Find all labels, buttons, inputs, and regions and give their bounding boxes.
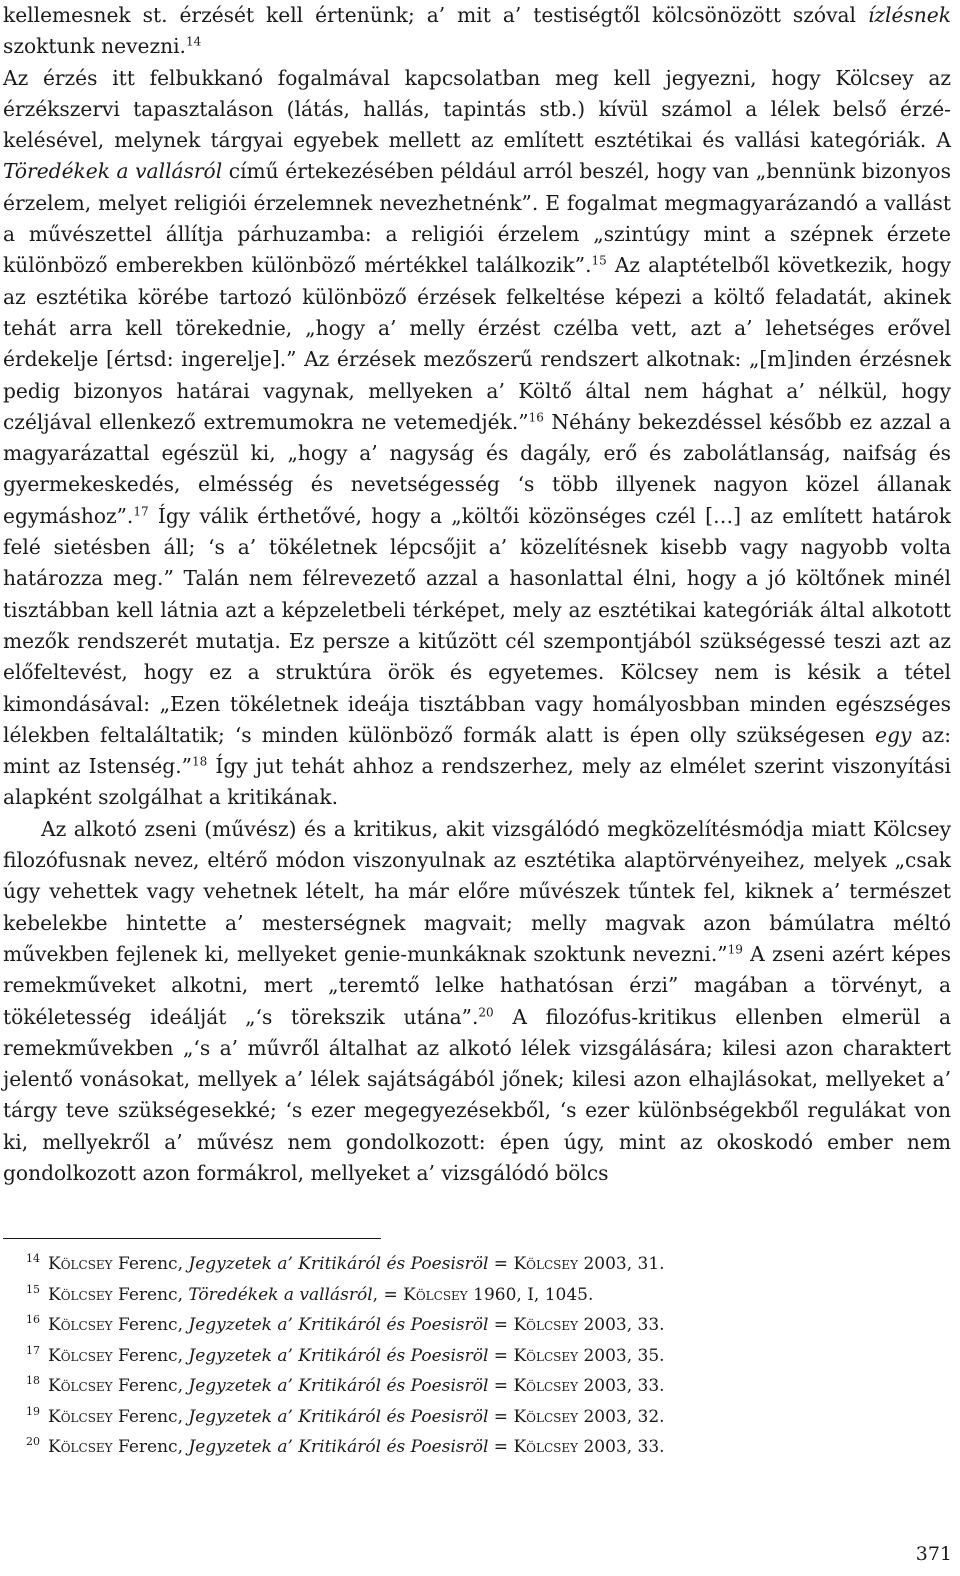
footnote-text: Kölcsey Ferenc, Jegyzetek a’ Kritikáról és Poesisröl = Kölcsey 2003, 31. [48, 1254, 665, 1274]
footnote-18: 18 Kölcsey Ferenc, Jegyzetek a’ Kritikáról és Poesisröl = Kölcsey 2003, 33. [26, 1374, 665, 1396]
body-text [3, 0, 951, 1189]
footnote-16: 16 Kölcsey Ferenc, Jegyzetek a’ Kritikáról és Poesisröl = Kölcsey 2003, 33. [26, 1313, 665, 1335]
paragraph-3: Az alkotó zseni (művész) és a kritikus, akit vizsgálódó megközelítésmódja miatt Kölcsey filozófusnak nevez, eltérő módon viszonyulnak az esztétika alaptörvényeihez, melyek „csak úgy vehettek vagy vehetnek lételt, ha már előre művészek tűntek fel, kiknek a’ természet kebelekbe hintette a’ mesterségnek magvait; melly magvak azon bámúlatra méltó művekben fejlenek ki, mellyeket genie-munkáknak szoktunk nevezni.”$^{19}$ A zseni azért képes remekműveket alkotni, mert „teremtő lelke hathatósan érzi” magában a törvényt, a tökéletesség ideálját „‘s törekszik utána”.$^{20}$ A filozófus-kritikus ellenben elmerül a remekművekben „‘s a’ művről általhat az alkotó lélek vizsgálására; kilesi azon charaktert jelentő vonásokat, mellyek a’ lélek sajátságából jőnek; kilesi azon elhajlásokat, mellyeket a’ tárgy teve szükségesekké; ‘s ezer megegyezésekből, ‘s ezer különbségekből regulákat von ki, mellyekről a’ művész nem gondolkozott: épen úgy, mint az okoskodó ember nem gondolkozott azon formákrol, mellyeket a’ vizsgálódó bölcs [3, 816, 951, 1185]
footnote-15: 15 Kölcsey Ferenc, Töredékek a vallásról, = Kölcsey 1960, I, 1045. [26, 1282, 594, 1305]
footnote-text: Kölcsey Ferenc, Töredékek a vallásról, = Kölcsey 1960, I, 1045. [48, 1284, 594, 1305]
paragraph-2: Az érzés itt felbukkanó fogalmával kapcsolatban meg kell jegyezni, hogy Kölcsey az érzékszervi tapasztaláson (látás, hallás, tapintás stb.) kívül számol a lélek belső érzékelésével, melynek tárgyai egyebek mellett az említett esztétikai és vallási kategóriák. A Töredékek a vallásról című értekezésében például arról beszél, hogy van „bennünk bizonyos érzelem, melyet religiói érzelemnek nevezhetnénk”. E fogalmat megmagyarázandó a vallást a művészettel állítja párhuzamba: a religiói érzelem „szintúgy mint a szépnek érzete különböző emberekben különböző mértékkel találkozik”.$^{15}$ Az alaptételből következik, hogy az esztétika körébe tartozó különböző érzések felkeltése képezi a költő feladatát, akinek tehát arra kell törekednie, „hogy a’ melly érzést czélba vett, azt a’ lehetséges erővel érdekelje [értsd: ingerelje].” Az érzések mezőszerű rendszert alkotnak: „[m]inden érzésnek pedig bizonyos határai vagynak, mellyeken a’ Költő által nem hághat a’ nélkül, hogy czéljával ellenkező extremumokra ne vetemedjék.”$^{16}$ Néhány bekezdéssel később ez azzal a magyarázattal egészül ki, „hogy a’ nagyság és dagály, erő és zabolátlanság, naifság és gyermekeskedés, elmésség és nevetségesség ‘s több illyenek nagyon közel állanak egymáshoz”.$^{17}$ Így válik érthetővé, hogy a „költői közönséges czél […] az említett határok felé sietésben áll; ‘s a’ tökéletnek lépcsőjit a’ közelítésnek kisebb vagy nagyobb volta határozza meg.” Talán nem félrevezető azzal a hasonlattal élni, hogy a jó költőnek minél tisztábban kell látnia azt a képzeletbeli térképet, mely az esztétikai kategóriák által alkotott mezők rendszerét mutatja. Ez persze a kitűzött cél szempontjából szükségessé teszi azt az előfeltevést, hogy ez a struktúra örök és egyetemes. Kölcsey nem is késik a tétel kimondásával: „Ezen tökéletnek ideája tisztábban vagy homályosbban minden egészséges lélekben feltaláltatik; ‘s minden különböző formák alatt is épen olly szükségesen egy az: mint az Istenség.”$^{18}$ Így jut tehát ahhoz a rendszerhez, mely az elmélet szerint viszonyítási alapként szolgálhat a kritikának. [3, 65, 952, 810]
paragraph-1: kellemesnek st. érzését kell értenünk; a’ mit a’ testiségtől kölcsönözött szóval ízlésnek szoktunk nevezni.$^{14}$ [3, 3, 951, 59]
footnote-text: Kölcsey Ferenc, Jegyzetek a’ Kritikáról és Poesisröl = Kölcsey 2003, 32. [48, 1406, 665, 1427]
footnote-14: 14 Kölcsey Ferenc, Jegyzetek a’ Kritikáról és Poesisröl = Kölcsey 2003, 31. [26, 1252, 665, 1274]
footnote-17: 17 Kölcsey Ferenc, Jegyzetek a’ Kritikáról és Poesisröl = Kölcsey 2003, 35. [26, 1343, 665, 1366]
footnote-text: Kölcsey Ferenc, Jegyzetek a’ Kritikáról és Poesisröl = Kölcsey 2003, 33. [48, 1437, 665, 1457]
footnote-19: 19 Kölcsey Ferenc, Jegyzetek a’ Kritikáról és Poesisröl = Kölcsey 2003, 32. [26, 1404, 665, 1427]
footnotes [26, 1249, 926, 1463]
footnote-20: 20 Kölcsey Ferenc, Jegyzetek a’ Kritikáról és Poesisröl = Kölcsey 2003, 33. [26, 1435, 665, 1457]
footnote-text: Kölcsey Ferenc, Jegyzetek a’ Kritikáról és Poesisröl = Kölcsey 2003, 35. [48, 1345, 665, 1366]
footnote-separator [3, 1238, 381, 1239]
footnote-text: Kölcsey Ferenc, Jegyzetek a’ Kritikáról és Poesisröl = Kölcsey 2003, 33. [48, 1315, 665, 1335]
footnote-text: Kölcsey Ferenc, Jegyzetek a’ Kritikáról és Poesisröl = Kölcsey 2003, 33. [48, 1376, 665, 1396]
page-number: 371 [915, 1543, 952, 1565]
